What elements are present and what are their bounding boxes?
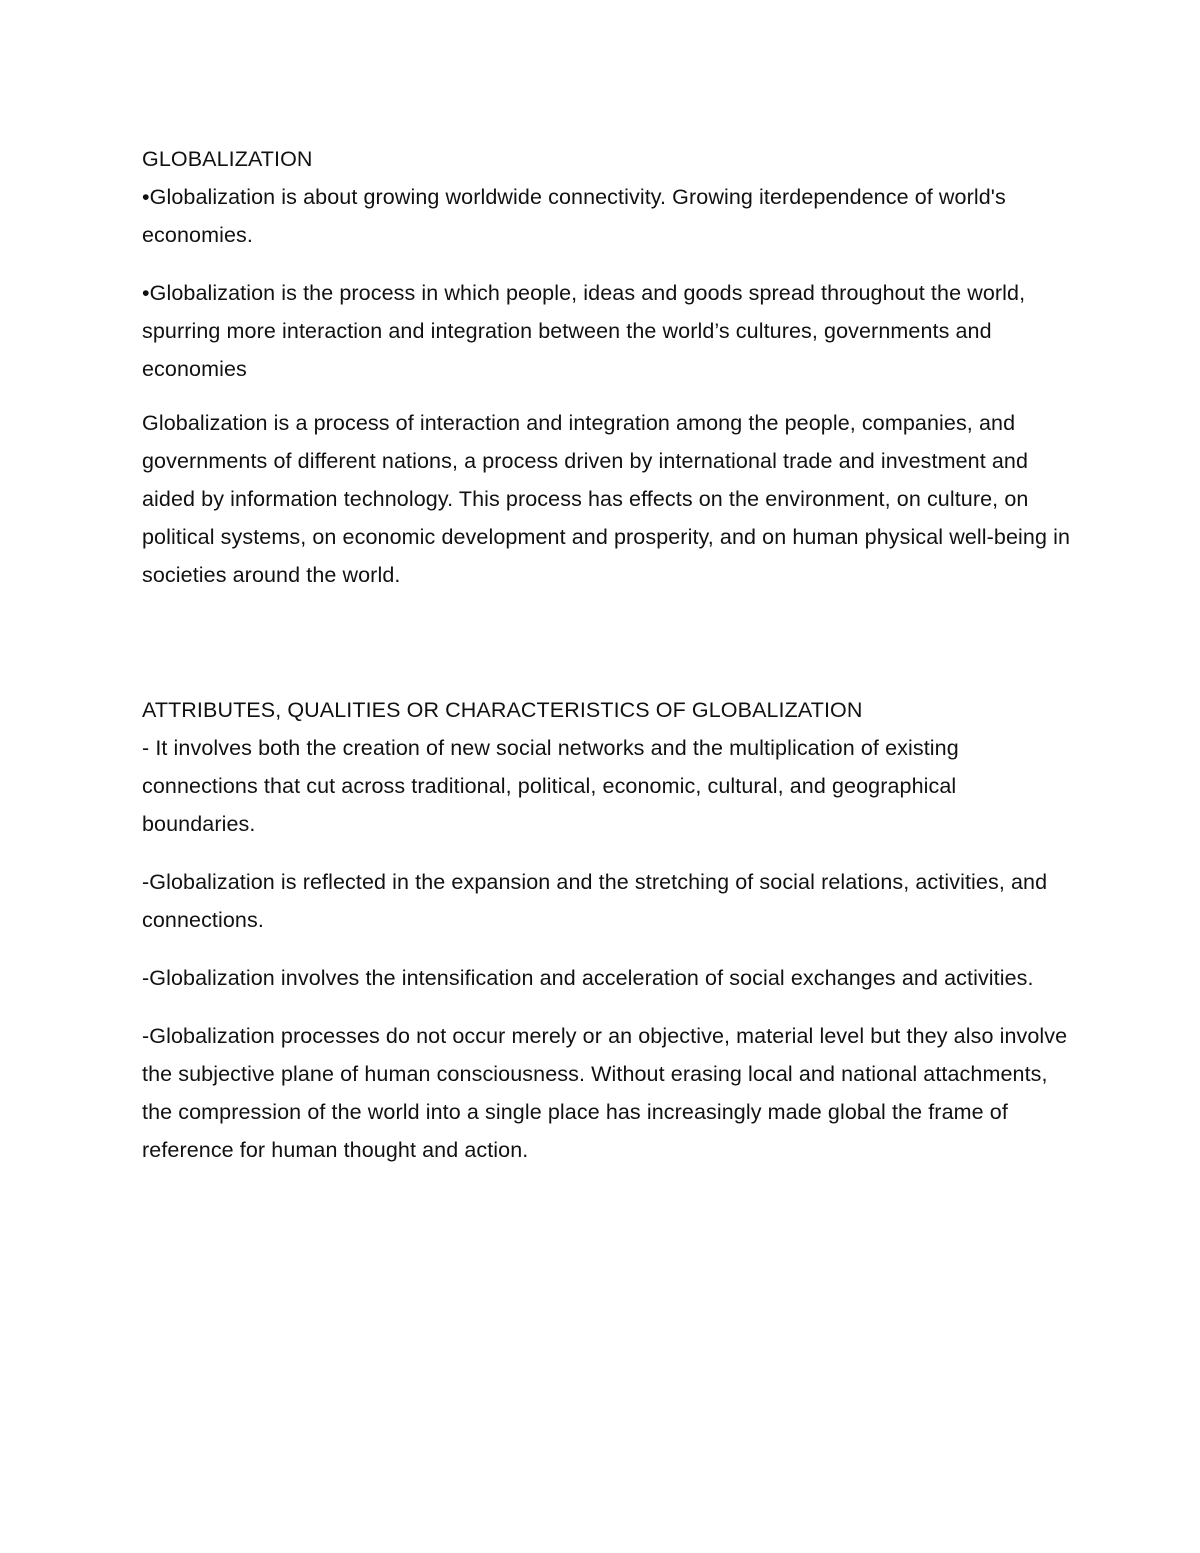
definition-paragraph-2: •Globalization is the process in which people, ideas and goods spread throughout the world, spurring more interaction and integration between the world’s cultures, governments and economies	[142, 281, 1026, 381]
attribute-paragraph-3: -Globalization involves the intensification and acceleration of social exchanges and activities.	[142, 966, 1034, 990]
section-heading-globalization: GLOBALIZATION	[142, 147, 313, 171]
section-heading-attributes: ATTRIBUTES, QUALITIES OR CHARACTERISTICS OF GLOBALIZATION	[142, 698, 863, 722]
attribute-paragraph-4: -Globalization processes do not occur merely or an objective, material level but they also involve the subjective plane of human consciousness. Without erasing local and national attachments, the compression of the world into a single place has increasingly made global the frame of reference for human thought and action.	[142, 1024, 1068, 1162]
document-body	[142, 140, 1072, 1189]
definition-paragraph-1: •Globalization is about growing worldwide connectivity. Growing iterdependence of world's economies.	[142, 185, 1006, 247]
attribute-paragraph-1: - It involves both the creation of new social networks and the multiplication of existing connections that cut across traditional, political, economic, cultural, and geographical boundaries.	[142, 736, 959, 836]
definition-paragraph-3: Globalization is a process of interaction and integration among the people, companies, and governments of different nations, a process driven by international trade and investment and aided by information technology. This process has effects on the environment, on culture, on political systems, on economic development and prosperity, and on human physical well-being in societies around the world.	[142, 411, 1071, 587]
attribute-paragraph-2: -Globalization is reflected in the expansion and the stretching of social relations, activities, and connections.	[142, 870, 1048, 932]
section-spacer	[142, 614, 1072, 691]
